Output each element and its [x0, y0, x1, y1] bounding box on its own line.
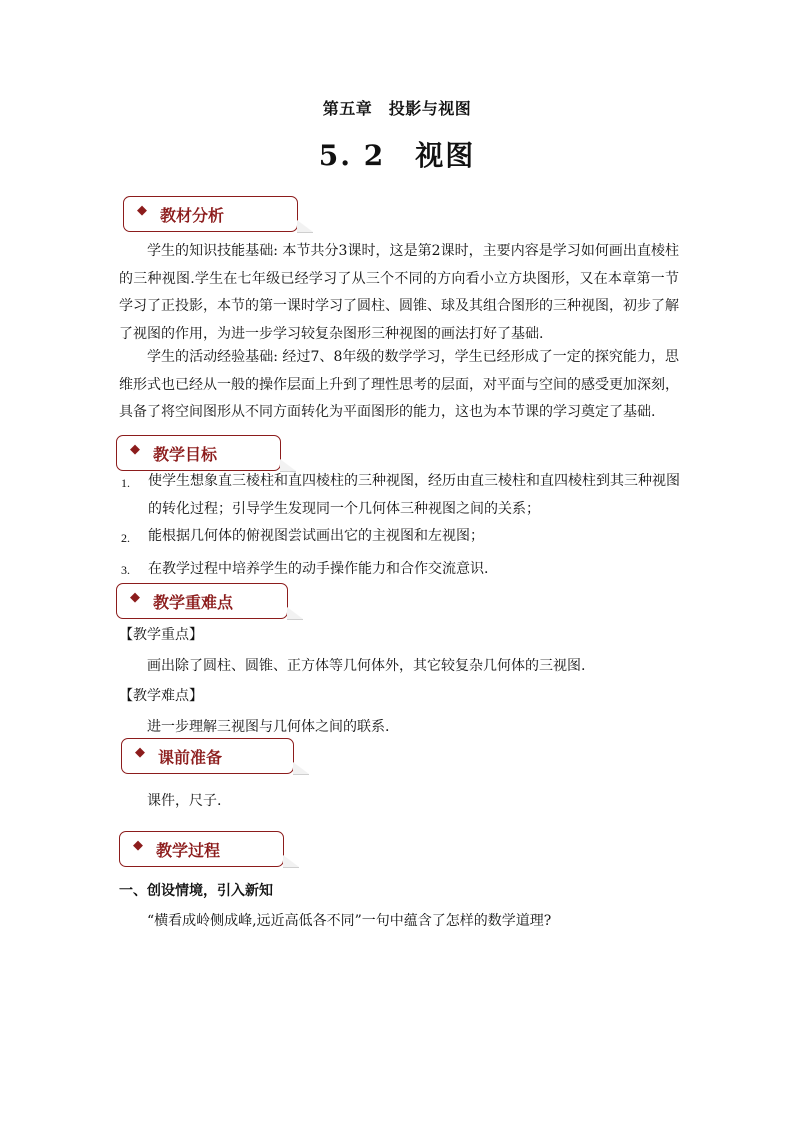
diamond-icon: ◆: [137, 203, 147, 218]
diamond-icon: ◆: [130, 590, 140, 605]
section-title: 教学过程: [156, 841, 221, 860]
ribbon-tail: [287, 607, 303, 620]
diamond-icon: ◆: [133, 838, 143, 853]
section-header-process: [119, 831, 284, 867]
ribbon-tail: [297, 220, 313, 233]
list-number: 2.: [121, 531, 130, 545]
diamond-icon: ◆: [130, 442, 140, 457]
prep-text: 课件，尺子.: [147, 793, 222, 809]
section-header-key: [116, 583, 288, 619]
list-number: 1.: [121, 476, 130, 490]
diamond-icon: ◆: [135, 745, 145, 760]
focus-label: 【教学重点】: [119, 627, 203, 643]
process-step-heading: 一、创设情境，引入新知: [119, 883, 273, 899]
section-title: 课前准备: [158, 748, 223, 767]
focus-text: 画出除了圆柱、圆锥、正方体等几何体外，其它较复杂几何体的三视图.: [147, 658, 586, 674]
analysis-paragraph-2: 学生的活动经验基础: 经过7、8年级的数学学习，学生已经形成了一定的探究能力，思维形式也已经从一般的操作层面上升到了理性思考的层面，对平面与空间的感受更加深刻，具备了将空间图形从不同方面转化为平面图形的能力，这也为本节课的学习奠定了基础.: [119, 349, 679, 420]
section-title: 教学目标: [153, 445, 218, 464]
ribbon-tail: [283, 855, 299, 868]
chapter-heading: 第五章 投影与视图: [322, 99, 472, 118]
page-title: 5. 2 视图: [318, 139, 476, 172]
analysis-paragraph-1: 学生的知识技能基础: 本节共分3课时，这是第2课时，主要内容是学习如何画出直棱柱的三种视图.学生在七年级已经学习了从三个不同的方向看小立方块图形，又在本章第一节学习了正投影，本节的第一课时学习了圆柱、圆锥、球及其组合图形的三种视图，初步了解了视图的作用，为进一步学习较复杂图形三种视图的画法打好了基础.: [119, 243, 679, 342]
section-header-prep: [121, 738, 294, 774]
ribbon-tail: [293, 762, 309, 775]
list-number: 3.: [121, 563, 130, 577]
section-title: 教学重难点: [153, 593, 234, 612]
section-title: 教材分析: [160, 206, 225, 225]
list-item: 使学生想象直三棱柱和直四棱柱的三种视图，经历由直三棱柱和直四棱柱到其三种视图的转化过程；引导学生发现同一个几何体三种视图之间的关系；: [148, 473, 680, 517]
difficulty-text: 进一步理解三视图与几何体之间的联系.: [147, 719, 390, 735]
list-item: 在教学过程中培养学生的动手操作能力和合作交流意识.: [148, 561, 489, 577]
section-header-goals: [116, 435, 281, 471]
list-item: 能根据几何体的俯视图尝试画出它的主视图和左视图；: [148, 528, 484, 544]
process-quote: “横看成岭侧成峰,远近高低各不同”一句中蕴含了怎样的数学道理?: [147, 913, 552, 929]
section-header-analysis: [123, 196, 298, 232]
difficulty-label: 【教学难点】: [119, 688, 203, 704]
